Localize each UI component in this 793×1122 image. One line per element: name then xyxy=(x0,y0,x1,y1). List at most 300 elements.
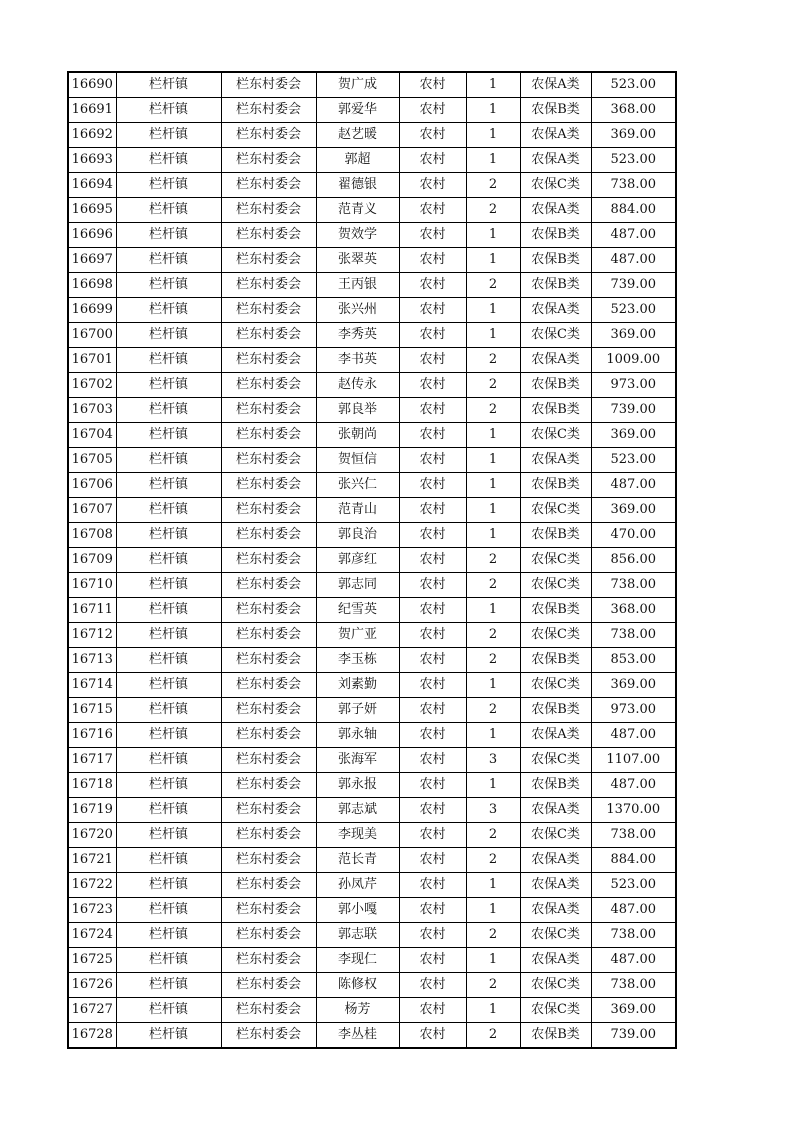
household-type-cell: 农村 xyxy=(399,898,466,923)
table-row xyxy=(68,498,676,523)
committee-cell: 栏东村委会 xyxy=(221,148,316,173)
amount-cell: 884.00 xyxy=(591,198,676,223)
town-cell: 栏杆镇 xyxy=(116,748,221,773)
committee-cell: 栏东村委会 xyxy=(221,348,316,373)
household-type-cell: 农村 xyxy=(399,748,466,773)
town-cell: 栏杆镇 xyxy=(116,72,221,98)
household-type-cell: 农村 xyxy=(399,948,466,973)
name-cell: 翟德银 xyxy=(316,173,399,198)
name-cell: 郭永报 xyxy=(316,773,399,798)
row-id-cell: 16691 xyxy=(68,98,116,123)
amount-cell: 369.00 xyxy=(591,998,676,1023)
row-id-cell: 16694 xyxy=(68,173,116,198)
amount-cell: 369.00 xyxy=(591,673,676,698)
member-count-cell: 1 xyxy=(466,898,520,923)
amount-cell: 738.00 xyxy=(591,923,676,948)
amount-cell: 738.00 xyxy=(591,823,676,848)
member-count-cell: 2 xyxy=(466,823,520,848)
amount-cell: 738.00 xyxy=(591,623,676,648)
category-cell: 农保B类 xyxy=(520,223,591,248)
amount-cell: 973.00 xyxy=(591,698,676,723)
table-row xyxy=(68,823,676,848)
name-cell: 郭彦红 xyxy=(316,548,399,573)
name-cell: 郭良治 xyxy=(316,523,399,548)
name-cell: 贺恒信 xyxy=(316,448,399,473)
town-cell: 栏杆镇 xyxy=(116,948,221,973)
row-id-cell: 16698 xyxy=(68,273,116,298)
amount-cell: 487.00 xyxy=(591,773,676,798)
name-cell: 郭超 xyxy=(316,148,399,173)
row-id-cell: 16706 xyxy=(68,473,116,498)
member-count-cell: 3 xyxy=(466,748,520,773)
category-cell: 农保B类 xyxy=(520,648,591,673)
member-count-cell: 2 xyxy=(466,698,520,723)
table-row xyxy=(68,648,676,673)
town-cell: 栏杆镇 xyxy=(116,598,221,623)
category-cell: 农保C类 xyxy=(520,423,591,448)
category-cell: 农保B类 xyxy=(520,273,591,298)
member-count-cell: 2 xyxy=(466,373,520,398)
table-row xyxy=(68,948,676,973)
table-row xyxy=(68,373,676,398)
category-cell: 农保C类 xyxy=(520,323,591,348)
member-count-cell: 1 xyxy=(466,72,520,98)
household-type-cell: 农村 xyxy=(399,548,466,573)
category-cell: 农保B类 xyxy=(520,473,591,498)
name-cell: 李丛桂 xyxy=(316,1023,399,1049)
town-cell: 栏杆镇 xyxy=(116,298,221,323)
category-cell: 农保A类 xyxy=(520,298,591,323)
category-cell: 农保C类 xyxy=(520,623,591,648)
member-count-cell: 1 xyxy=(466,448,520,473)
committee-cell: 栏东村委会 xyxy=(221,373,316,398)
member-count-cell: 1 xyxy=(466,323,520,348)
committee-cell: 栏东村委会 xyxy=(221,848,316,873)
row-id-cell: 16727 xyxy=(68,998,116,1023)
member-count-cell: 1 xyxy=(466,498,520,523)
name-cell: 贺广亚 xyxy=(316,623,399,648)
row-id-cell: 16692 xyxy=(68,123,116,148)
town-cell: 栏杆镇 xyxy=(116,548,221,573)
name-cell: 张兴州 xyxy=(316,298,399,323)
row-id-cell: 16713 xyxy=(68,648,116,673)
committee-cell: 栏东村委会 xyxy=(221,123,316,148)
committee-cell: 栏东村委会 xyxy=(221,273,316,298)
member-count-cell: 2 xyxy=(466,348,520,373)
table-row xyxy=(68,173,676,198)
category-cell: 农保C类 xyxy=(520,823,591,848)
category-cell: 农保A类 xyxy=(520,898,591,923)
town-cell: 栏杆镇 xyxy=(116,423,221,448)
row-id-cell: 16723 xyxy=(68,898,116,923)
table-row xyxy=(68,473,676,498)
name-cell: 李书英 xyxy=(316,348,399,373)
category-cell: 农保A类 xyxy=(520,123,591,148)
household-type-cell: 农村 xyxy=(399,848,466,873)
member-count-cell: 1 xyxy=(466,298,520,323)
household-type-cell: 农村 xyxy=(399,598,466,623)
committee-cell: 栏东村委会 xyxy=(221,523,316,548)
member-count-cell: 1 xyxy=(466,948,520,973)
amount-cell: 369.00 xyxy=(591,323,676,348)
category-cell: 农保C类 xyxy=(520,998,591,1023)
name-cell: 范青义 xyxy=(316,198,399,223)
table-row xyxy=(68,923,676,948)
category-cell: 农保A类 xyxy=(520,948,591,973)
town-cell: 栏杆镇 xyxy=(116,473,221,498)
committee-cell: 栏东村委会 xyxy=(221,398,316,423)
household-type-cell: 农村 xyxy=(399,723,466,748)
row-id-cell: 16726 xyxy=(68,973,116,998)
category-cell: 农保C类 xyxy=(520,923,591,948)
category-cell: 农保A类 xyxy=(520,348,591,373)
row-id-cell: 16699 xyxy=(68,298,116,323)
amount-cell: 368.00 xyxy=(591,98,676,123)
name-cell: 范青山 xyxy=(316,498,399,523)
table-row xyxy=(68,198,676,223)
amount-cell: 470.00 xyxy=(591,523,676,548)
committee-cell: 栏东村委会 xyxy=(221,748,316,773)
town-cell: 栏杆镇 xyxy=(116,498,221,523)
committee-cell: 栏东村委会 xyxy=(221,798,316,823)
town-cell: 栏杆镇 xyxy=(116,523,221,548)
household-type-cell: 农村 xyxy=(399,423,466,448)
household-type-cell: 农村 xyxy=(399,298,466,323)
amount-cell: 487.00 xyxy=(591,948,676,973)
name-cell: 郭子妍 xyxy=(316,698,399,723)
table-row xyxy=(68,598,676,623)
category-cell: 农保A类 xyxy=(520,72,591,98)
member-count-cell: 2 xyxy=(466,198,520,223)
table-row xyxy=(68,298,676,323)
household-type-cell: 农村 xyxy=(399,98,466,123)
category-cell: 农保A类 xyxy=(520,198,591,223)
member-count-cell: 2 xyxy=(466,573,520,598)
town-cell: 栏杆镇 xyxy=(116,773,221,798)
amount-cell: 738.00 xyxy=(591,973,676,998)
roster-table xyxy=(67,71,677,1049)
category-cell: 农保C类 xyxy=(520,673,591,698)
household-type-cell: 农村 xyxy=(399,648,466,673)
category-cell: 农保B类 xyxy=(520,373,591,398)
member-count-cell: 1 xyxy=(466,248,520,273)
row-id-cell: 16720 xyxy=(68,823,116,848)
table-row xyxy=(68,223,676,248)
household-type-cell: 农村 xyxy=(399,773,466,798)
row-id-cell: 16712 xyxy=(68,623,116,648)
household-type-cell: 农村 xyxy=(399,373,466,398)
name-cell: 郭志同 xyxy=(316,573,399,598)
committee-cell: 栏东村委会 xyxy=(221,673,316,698)
row-id-cell: 16703 xyxy=(68,398,116,423)
committee-cell: 栏东村委会 xyxy=(221,598,316,623)
member-count-cell: 2 xyxy=(466,173,520,198)
amount-cell: 369.00 xyxy=(591,423,676,448)
table-row xyxy=(68,523,676,548)
name-cell: 郭爱华 xyxy=(316,98,399,123)
town-cell: 栏杆镇 xyxy=(116,198,221,223)
table-row xyxy=(68,323,676,348)
household-type-cell: 农村 xyxy=(399,698,466,723)
name-cell: 刘素勤 xyxy=(316,673,399,698)
table-row xyxy=(68,423,676,448)
amount-cell: 739.00 xyxy=(591,398,676,423)
row-id-cell: 16711 xyxy=(68,598,116,623)
member-count-cell: 2 xyxy=(466,548,520,573)
committee-cell: 栏东村委会 xyxy=(221,923,316,948)
amount-cell: 487.00 xyxy=(591,473,676,498)
town-cell: 栏杆镇 xyxy=(116,223,221,248)
household-type-cell: 农村 xyxy=(399,323,466,348)
household-type-cell: 农村 xyxy=(399,823,466,848)
household-type-cell: 农村 xyxy=(399,523,466,548)
committee-cell: 栏东村委会 xyxy=(221,573,316,598)
member-count-cell: 2 xyxy=(466,1023,520,1049)
roster-body xyxy=(68,72,676,1048)
member-count-cell: 1 xyxy=(466,423,520,448)
table-row xyxy=(68,348,676,373)
town-cell: 栏杆镇 xyxy=(116,323,221,348)
household-type-cell: 农村 xyxy=(399,248,466,273)
member-count-cell: 1 xyxy=(466,723,520,748)
row-id-cell: 16695 xyxy=(68,198,116,223)
row-id-cell: 16717 xyxy=(68,748,116,773)
amount-cell: 973.00 xyxy=(591,373,676,398)
member-count-cell: 3 xyxy=(466,798,520,823)
household-type-cell: 农村 xyxy=(399,573,466,598)
row-id-cell: 16708 xyxy=(68,523,116,548)
table-row xyxy=(68,748,676,773)
household-type-cell: 农村 xyxy=(399,148,466,173)
name-cell: 贺广成 xyxy=(316,72,399,98)
committee-cell: 栏东村委会 xyxy=(221,423,316,448)
table-row xyxy=(68,123,676,148)
town-cell: 栏杆镇 xyxy=(116,898,221,923)
row-id-cell: 16705 xyxy=(68,448,116,473)
household-type-cell: 农村 xyxy=(399,223,466,248)
town-cell: 栏杆镇 xyxy=(116,673,221,698)
town-cell: 栏杆镇 xyxy=(116,873,221,898)
category-cell: 农保B类 xyxy=(520,523,591,548)
amount-cell: 739.00 xyxy=(591,1023,676,1049)
member-count-cell: 1 xyxy=(466,998,520,1023)
name-cell: 郭永轴 xyxy=(316,723,399,748)
table-row xyxy=(68,1023,676,1049)
town-cell: 栏杆镇 xyxy=(116,273,221,298)
member-count-cell: 1 xyxy=(466,148,520,173)
household-type-cell: 农村 xyxy=(399,498,466,523)
committee-cell: 栏东村委会 xyxy=(221,723,316,748)
town-cell: 栏杆镇 xyxy=(116,823,221,848)
committee-cell: 栏东村委会 xyxy=(221,1023,316,1049)
name-cell: 孙凤芹 xyxy=(316,873,399,898)
name-cell: 李现仁 xyxy=(316,948,399,973)
table-row xyxy=(68,673,676,698)
table-row xyxy=(68,273,676,298)
category-cell: 农保B类 xyxy=(520,698,591,723)
member-count-cell: 1 xyxy=(466,98,520,123)
amount-cell: 523.00 xyxy=(591,148,676,173)
row-id-cell: 16728 xyxy=(68,1023,116,1049)
name-cell: 范长青 xyxy=(316,848,399,873)
row-id-cell: 16690 xyxy=(68,72,116,98)
row-id-cell: 16702 xyxy=(68,373,116,398)
amount-cell: 738.00 xyxy=(591,173,676,198)
household-type-cell: 农村 xyxy=(399,973,466,998)
amount-cell: 738.00 xyxy=(591,573,676,598)
amount-cell: 1009.00 xyxy=(591,348,676,373)
committee-cell: 栏东村委会 xyxy=(221,248,316,273)
member-count-cell: 2 xyxy=(466,648,520,673)
committee-cell: 栏东村委会 xyxy=(221,648,316,673)
member-count-cell: 2 xyxy=(466,273,520,298)
committee-cell: 栏东村委会 xyxy=(221,298,316,323)
amount-cell: 1370.00 xyxy=(591,798,676,823)
category-cell: 农保C类 xyxy=(520,173,591,198)
town-cell: 栏杆镇 xyxy=(116,573,221,598)
row-id-cell: 16709 xyxy=(68,548,116,573)
household-type-cell: 农村 xyxy=(399,123,466,148)
category-cell: 农保C类 xyxy=(520,548,591,573)
household-type-cell: 农村 xyxy=(399,673,466,698)
town-cell: 栏杆镇 xyxy=(116,623,221,648)
row-id-cell: 16701 xyxy=(68,348,116,373)
town-cell: 栏杆镇 xyxy=(116,398,221,423)
category-cell: 农保C类 xyxy=(520,748,591,773)
committee-cell: 栏东村委会 xyxy=(221,72,316,98)
name-cell: 张海军 xyxy=(316,748,399,773)
town-cell: 栏杆镇 xyxy=(116,1023,221,1049)
name-cell: 纪雪英 xyxy=(316,598,399,623)
town-cell: 栏杆镇 xyxy=(116,798,221,823)
household-type-cell: 农村 xyxy=(399,198,466,223)
member-count-cell: 1 xyxy=(466,223,520,248)
name-cell: 贺效学 xyxy=(316,223,399,248)
row-id-cell: 16722 xyxy=(68,873,116,898)
amount-cell: 487.00 xyxy=(591,898,676,923)
member-count-cell: 1 xyxy=(466,523,520,548)
row-id-cell: 16725 xyxy=(68,948,116,973)
member-count-cell: 1 xyxy=(466,773,520,798)
table-row xyxy=(68,973,676,998)
row-id-cell: 16714 xyxy=(68,673,116,698)
household-type-cell: 农村 xyxy=(399,473,466,498)
committee-cell: 栏东村委会 xyxy=(221,898,316,923)
table-row xyxy=(68,998,676,1023)
committee-cell: 栏东村委会 xyxy=(221,173,316,198)
committee-cell: 栏东村委会 xyxy=(221,498,316,523)
table-row xyxy=(68,98,676,123)
town-cell: 栏杆镇 xyxy=(116,923,221,948)
committee-cell: 栏东村委会 xyxy=(221,873,316,898)
row-id-cell: 16697 xyxy=(68,248,116,273)
category-cell: 农保A类 xyxy=(520,873,591,898)
committee-cell: 栏东村委会 xyxy=(221,323,316,348)
row-id-cell: 16719 xyxy=(68,798,116,823)
name-cell: 郭良举 xyxy=(316,398,399,423)
committee-cell: 栏东村委会 xyxy=(221,223,316,248)
household-type-cell: 农村 xyxy=(399,798,466,823)
member-count-cell: 2 xyxy=(466,398,520,423)
category-cell: 农保A类 xyxy=(520,798,591,823)
town-cell: 栏杆镇 xyxy=(116,448,221,473)
table-row xyxy=(68,573,676,598)
household-type-cell: 农村 xyxy=(399,72,466,98)
member-count-cell: 2 xyxy=(466,973,520,998)
town-cell: 栏杆镇 xyxy=(116,848,221,873)
row-id-cell: 16724 xyxy=(68,923,116,948)
table-row xyxy=(68,698,676,723)
table-row xyxy=(68,723,676,748)
amount-cell: 856.00 xyxy=(591,548,676,573)
household-type-cell: 农村 xyxy=(399,398,466,423)
member-count-cell: 1 xyxy=(466,598,520,623)
member-count-cell: 1 xyxy=(466,873,520,898)
town-cell: 栏杆镇 xyxy=(116,173,221,198)
amount-cell: 523.00 xyxy=(591,298,676,323)
amount-cell: 487.00 xyxy=(591,223,676,248)
name-cell: 张兴仁 xyxy=(316,473,399,498)
committee-cell: 栏东村委会 xyxy=(221,98,316,123)
category-cell: 农保A类 xyxy=(520,148,591,173)
table-row xyxy=(68,398,676,423)
name-cell: 李秀英 xyxy=(316,323,399,348)
committee-cell: 栏东村委会 xyxy=(221,198,316,223)
category-cell: 农保C类 xyxy=(520,973,591,998)
amount-cell: 1107.00 xyxy=(591,748,676,773)
amount-cell: 523.00 xyxy=(591,873,676,898)
name-cell: 陈修权 xyxy=(316,973,399,998)
name-cell: 郭小嘎 xyxy=(316,898,399,923)
town-cell: 栏杆镇 xyxy=(116,973,221,998)
row-id-cell: 16707 xyxy=(68,498,116,523)
category-cell: 农保B类 xyxy=(520,598,591,623)
member-count-cell: 2 xyxy=(466,848,520,873)
row-id-cell: 16716 xyxy=(68,723,116,748)
amount-cell: 369.00 xyxy=(591,498,676,523)
member-count-cell: 1 xyxy=(466,473,520,498)
row-id-cell: 16704 xyxy=(68,423,116,448)
town-cell: 栏杆镇 xyxy=(116,723,221,748)
town-cell: 栏杆镇 xyxy=(116,998,221,1023)
row-id-cell: 16718 xyxy=(68,773,116,798)
table-row xyxy=(68,72,676,98)
category-cell: 农保B类 xyxy=(520,1023,591,1049)
row-id-cell: 16696 xyxy=(68,223,116,248)
name-cell: 杨芳 xyxy=(316,998,399,1023)
amount-cell: 487.00 xyxy=(591,723,676,748)
committee-cell: 栏东村委会 xyxy=(221,823,316,848)
town-cell: 栏杆镇 xyxy=(116,98,221,123)
amount-cell: 369.00 xyxy=(591,123,676,148)
town-cell: 栏杆镇 xyxy=(116,373,221,398)
name-cell: 李玉栋 xyxy=(316,648,399,673)
name-cell: 张翠英 xyxy=(316,248,399,273)
table-row xyxy=(68,773,676,798)
category-cell: 农保B类 xyxy=(520,98,591,123)
table-row xyxy=(68,848,676,873)
category-cell: 农保B类 xyxy=(520,773,591,798)
category-cell: 农保C类 xyxy=(520,573,591,598)
name-cell: 李现美 xyxy=(316,823,399,848)
amount-cell: 487.00 xyxy=(591,248,676,273)
committee-cell: 栏东村委会 xyxy=(221,773,316,798)
table-row xyxy=(68,898,676,923)
amount-cell: 853.00 xyxy=(591,648,676,673)
member-count-cell: 1 xyxy=(466,123,520,148)
household-type-cell: 农村 xyxy=(399,873,466,898)
household-type-cell: 农村 xyxy=(399,1023,466,1049)
